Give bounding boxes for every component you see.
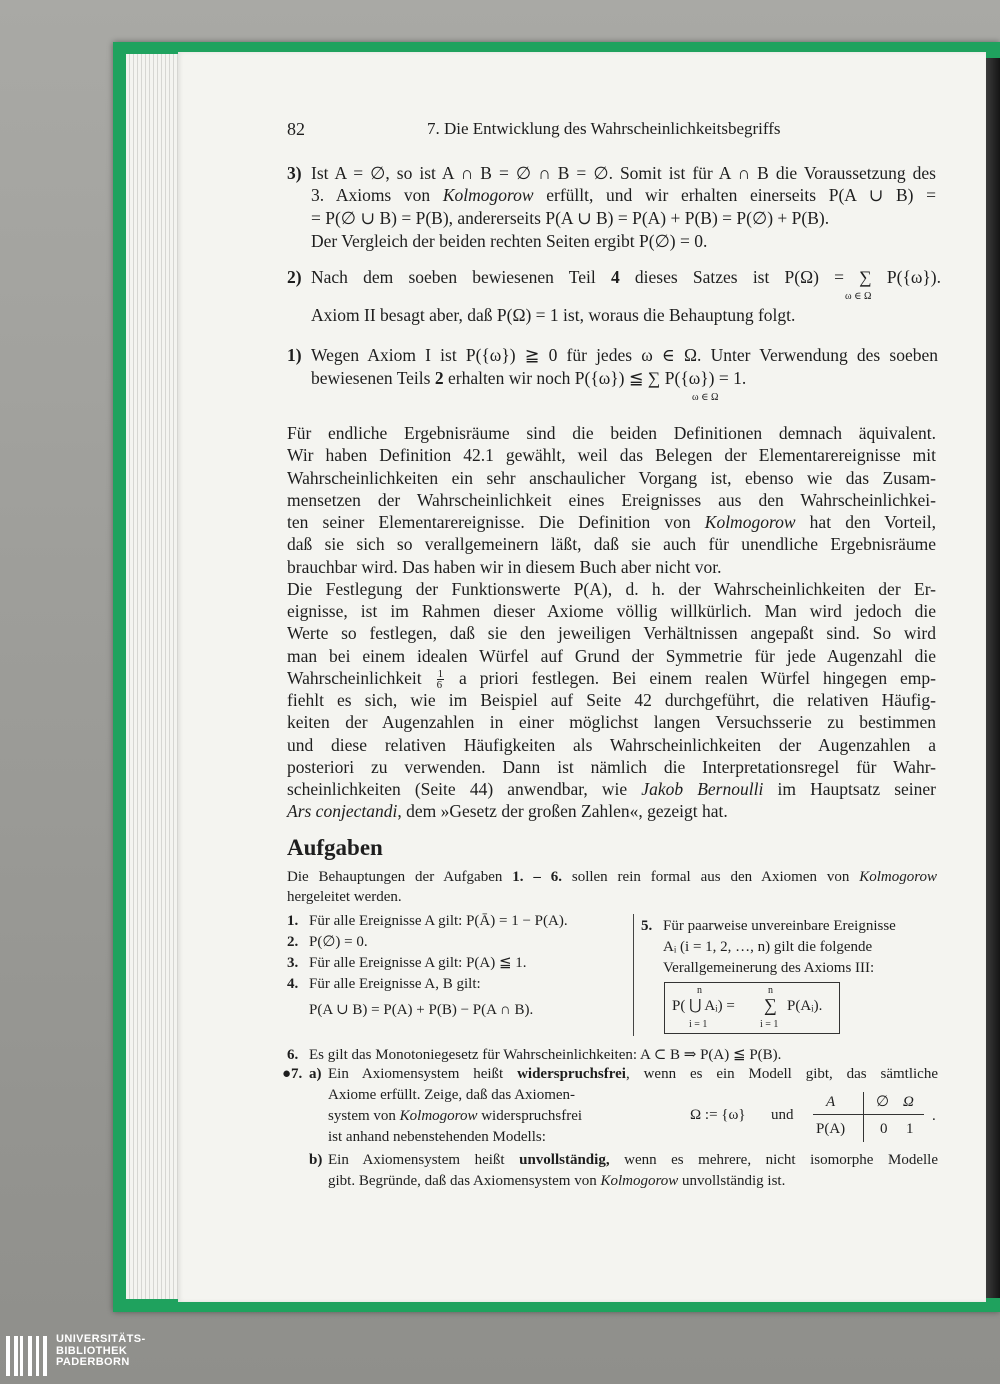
proof-3-line-2 [311, 184, 936, 206]
sum-lower-limit: i = 1 [760, 1019, 779, 1030]
body-line: man bei einem idealen Würfel auf Grund der Symmetrie für jede Augenzahl die [287, 645, 936, 666]
exercise-1-number: 1. [287, 913, 299, 929]
term: widerspruchsfrei [517, 1066, 626, 1082]
page-edges [126, 54, 182, 1299]
sum-subscript: ω ∈ Ω [845, 291, 872, 302]
exercise-4-number: 4. [287, 976, 299, 992]
body-line: Wahrscheinlichkeiten ein sehr anschaulicher Vorgang ist, ebenso wie das Zusam- [287, 467, 936, 488]
exercise-7a-line-1 [328, 1064, 938, 1084]
exercise-7a-line-4: ist anhand nebenstehenden Modells: [328, 1129, 546, 1145]
text: a priori festlegen. Bei einem realen Würfel hingegen emp- [446, 667, 937, 688]
library-name-line: BIBLIOTHEK [56, 1344, 128, 1357]
exercise-7b-line-1 [328, 1150, 938, 1170]
exercises-heading: Aufgaben [287, 835, 383, 860]
text: 3. Axioms von [311, 185, 443, 205]
and-word: und [771, 1107, 794, 1123]
text: , wenn es ein Modell gibt, das sämtliche [625, 1066, 938, 1082]
exercise-5-line-2: Aᵢ (i = 1, 2, …, n) gilt die folgende [663, 939, 873, 955]
proof-3-number: 3) [287, 163, 302, 183]
exercise-5-number: 5. [641, 918, 653, 934]
table-end-dot: . [932, 1108, 936, 1124]
exercise-6-number: 6. [287, 1047, 299, 1063]
sum-formula: P(Aᵢ). [787, 998, 823, 1014]
text: Die Behauptungen der Aufgaben [287, 869, 513, 885]
library-name-line: UNIVERSITÄTS- [56, 1333, 146, 1345]
sum-subscript: ω ∈ Ω [692, 392, 719, 403]
text: , dem »Gesetz der großen Zahlen«, gezeigt hat. [397, 801, 728, 822]
omega-definition: Ω := {ω} [690, 1107, 746, 1123]
body-line: Für endliche Ergebnisräume sind die beiden Definitionen demnach äquivalent. [287, 423, 936, 443]
fraction [437, 669, 445, 690]
emphasis: Kolmogorow [704, 512, 796, 532]
body-line [287, 778, 936, 800]
exercise-range: 1. – 6. [512, 869, 562, 885]
proof-2-number: 2) [287, 267, 302, 287]
body-line: Werte so festlegen, daß sie den jeweiligen Verhältnissen angepaßt sind. So wird [287, 623, 936, 644]
text: ten seiner Elementarereignisse. Die Definition von [287, 512, 705, 532]
exercise-7a-line-2: Axiome erfüllt. Zeige, daß das Axiomen- [328, 1087, 576, 1103]
exercise-3-number: 3. [287, 955, 299, 971]
body-line: und diese relativen Häufigkeiten als Wahrscheinlichkeiten der Augenzahlen a [287, 734, 936, 755]
exercise-7b-line-2 [328, 1171, 785, 1191]
proof-2-line-2: Axiom II besagt aber, daß P(Ω) = 1 ist, woraus die Behauptung folgt. [311, 305, 796, 325]
text: hat den Vorteil, [795, 512, 936, 532]
proof-1-number: 1) [287, 345, 302, 365]
model-table-header: A [826, 1094, 836, 1110]
text: Ein Axiomensystem heißt [328, 1152, 520, 1168]
model-table-cell: P(A) [816, 1121, 846, 1137]
union-formula: P( ⋃ Aᵢ) = [672, 998, 735, 1014]
term: unvollständig, [519, 1152, 610, 1168]
library-logo-icon [6, 1336, 50, 1376]
union-lower-limit: i = 1 [689, 1019, 708, 1030]
body-line: eignisse, ist im Rahmen dieser Axiome völlig willkürlich. Man wird jedoch die [287, 601, 936, 621]
text: bewiesenen Teils [311, 368, 435, 388]
exercise-4-formula: P(A ∪ B) = P(A) + P(B) − P(A ∩ B). [309, 1002, 534, 1018]
page-number: 82 [287, 119, 305, 139]
proof-3-line-1: Ist A = ∅, so ist A ∩ B = ∅ ∩ B = ∅. Somit ist für A ∩ B die Voraussetzung des [311, 163, 936, 183]
body-line: Wir haben Definition 42.1 gewählt, weil das Belegen der Elementarereignisse mit [287, 445, 936, 466]
body-line: fiehlt es sich, wie im Beispiel auf Seite 42 durchgeführt, die relativen Häufig- [287, 690, 936, 710]
exercise-7-number: ●7. [282, 1066, 303, 1082]
emphasis: Ars conjectandi [287, 801, 398, 822]
table-rule [813, 1114, 924, 1115]
running-title: 7. Die Entwicklung des Wahrscheinlichkeitsbegriffs [427, 119, 781, 138]
exercise-7a-label: a) [309, 1066, 322, 1082]
text: gibt. Begründe, daß das Axiomensystem von [328, 1173, 601, 1189]
text: Nach dem soeben bewiesenen Teil [311, 267, 611, 287]
text: Ein Axiomensystem heißt [328, 1066, 518, 1082]
model-table-header: Ω [903, 1094, 914, 1110]
text: dieses Satzes ist P(Ω) = ∑ P({ω}). [619, 267, 942, 287]
emphasis: Jakob Bernoulli [641, 779, 764, 799]
text: Wahrscheinlichkeit [287, 667, 435, 688]
text: wenn es mehrere, nicht isomorphe Modelle [609, 1152, 938, 1168]
exercise-2-text: P(∅) = 0. [309, 934, 368, 950]
library-name-line: PADERBORN [56, 1356, 130, 1368]
column-divider [633, 914, 634, 1036]
exercise-6-text: Es gilt das Monotoniegesetz für Wahrscheinlichkeiten: A ⊂ B ⇒ P(A) ≦ P(B). [309, 1047, 782, 1063]
author-name: Kolmogorow [859, 869, 937, 885]
body-line: posteriori zu verwenden. Dann ist nämlich die Interpretationsregel für Wahr- [287, 756, 936, 777]
text: widerspruchsfrei [477, 1108, 583, 1124]
proof-1-line-1: Wegen Axiom I ist P({ω}) ≧ 0 für jedes ω ∈ Ω. Unter Verwendung des soeben [311, 345, 938, 365]
author-name: Kolmogorow [399, 1108, 478, 1124]
exercise-5-line-1: Für paarweise unvereinbare Ereignisse [663, 918, 896, 934]
exercise-7a-line-3 [328, 1106, 582, 1126]
exercises-intro-line-2: hergeleitet werden. [287, 889, 402, 905]
library-name [56, 1334, 146, 1369]
body-line: keiten der Augenzahlen in einer möglichst langen Versuchsserie zu bestimmen [287, 712, 936, 733]
exercise-7b-label: b) [309, 1152, 323, 1168]
model-table-cell: 1 [906, 1121, 914, 1137]
author-name: Kolmogorow [600, 1173, 679, 1189]
reference-number: 4 [610, 267, 620, 287]
text: scheinlichkeiten (Seite 44) anwendbar, wie [287, 779, 642, 799]
fraction-denominator: 6 [436, 679, 443, 692]
reference-number: 2 [434, 368, 444, 388]
body-line [287, 511, 936, 533]
text: erhalten wir noch P({ω}) ≦ ∑ P({ω}) = 1. [443, 368, 747, 388]
proof-1-line-2 [311, 367, 746, 389]
text: unvollständig ist. [678, 1173, 786, 1189]
model-table-cell: 0 [880, 1121, 888, 1137]
page-gutter-shadow [986, 58, 1000, 1298]
table-rule [863, 1092, 864, 1142]
model-table-header: ∅ [876, 1094, 890, 1110]
proof-2-line-1 [311, 266, 941, 288]
proof-3-line-4: Der Vergleich der beiden rechten Seiten ergibt P(∅) = 0. [311, 231, 708, 251]
exercise-3-text: Für alle Ereignisse A gilt: P(A) ≦ 1. [309, 955, 527, 971]
body-line: brauchbar wird. Das haben wir in diesem Buch aber nicht vor. [287, 556, 722, 577]
proof-3-line-3: = P(∅ ∪ B) = P(B), andererseits P(A ∪ B) = P(A) + P(B) = P(∅) + P(B). [311, 208, 830, 228]
text: im Hauptsatz seiner [763, 779, 937, 799]
union-upper-limit: n [697, 985, 702, 996]
exercises-intro-line-1 [287, 867, 937, 887]
body-line: mensetzen der Wahrscheinlichkeit eines Ereignisses aus den Wahrscheinlichkei- [287, 489, 936, 510]
library-stamp [6, 1334, 266, 1378]
fraction-numerator: 1 [437, 668, 444, 681]
exercise-4-text: Für alle Ereignisse A, B gilt: [309, 976, 481, 992]
exercise-1-text: Für alle Ereignisse A gilt: P(Ā) = 1 − P(A). [309, 913, 568, 929]
sum-upper-limit: n [768, 985, 773, 996]
text: system von [328, 1108, 400, 1124]
text: sollen rein formal aus den Axiomen von [561, 869, 860, 885]
sum-symbol: ∑ [764, 995, 777, 1015]
body-line [287, 800, 936, 822]
body-line: daß sie sich so verallgemeinern läßt, daß sie auch für unendliche Ergebnisräume [287, 534, 936, 555]
body-line: Die Festlegung der Funktionswerte P(A), d. h. der Wahrscheinlichkeiten der Er- [287, 578, 936, 599]
exercise-5-line-3: Verallgemeinerung des Axioms III: [663, 960, 875, 976]
author-name: Kolmogorow [442, 185, 534, 205]
exercise-2-number: 2. [287, 934, 299, 950]
body-line [287, 667, 936, 690]
text: erfüllt, und wir erhalten einerseits P(A ∪ B) = [533, 185, 936, 205]
